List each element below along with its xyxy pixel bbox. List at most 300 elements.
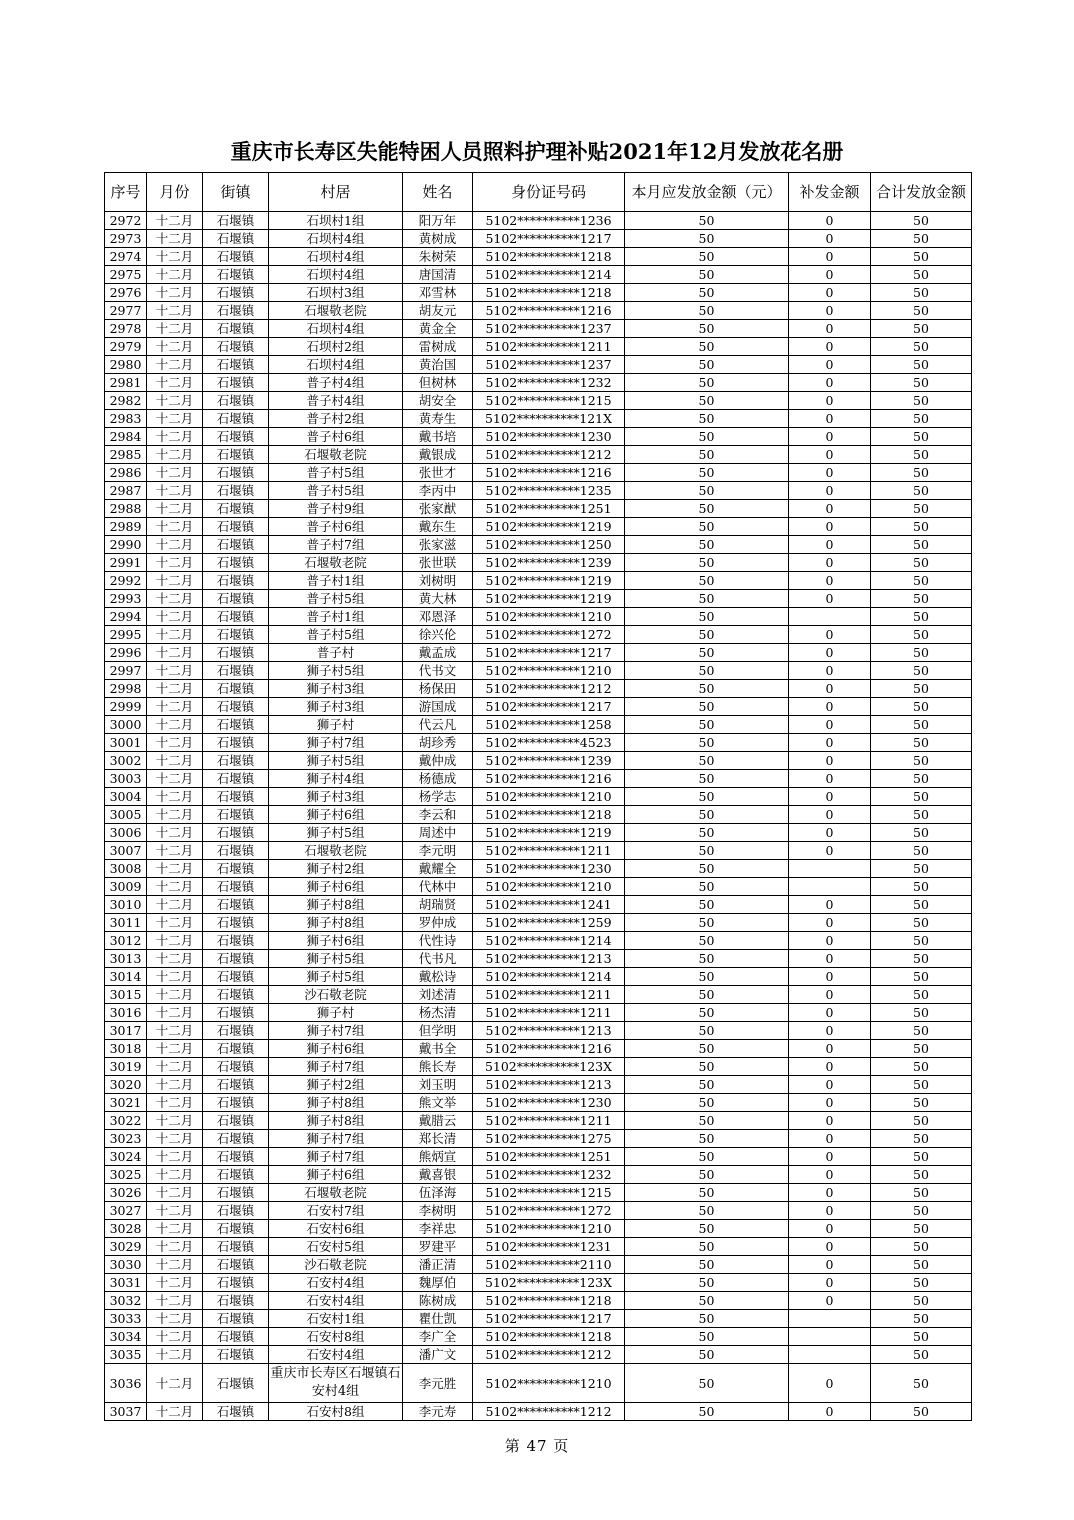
cell-name: 戴书培 — [403, 428, 473, 446]
cell-id-number: 5102**********1237 — [473, 356, 625, 374]
cell-total-amount: 50 — [871, 1256, 972, 1274]
cell-village: 狮子村7组 — [269, 1058, 403, 1076]
cell-back-pay: 0 — [789, 284, 871, 302]
cell-serial: 3007 — [105, 842, 147, 860]
table-row — [105, 338, 972, 356]
cell-name: 代书文 — [403, 662, 473, 680]
cell-name: 代云凡 — [403, 716, 473, 734]
cell-name: 唐国清 — [403, 266, 473, 284]
cell-id-number: 5102**********1215 — [473, 392, 625, 410]
cell-id-number: 5102**********1219 — [473, 824, 625, 842]
cell-name: 胡友元 — [403, 302, 473, 320]
cell-back-pay: 0 — [789, 230, 871, 248]
table-row — [105, 1184, 972, 1202]
cell-id-number: 5102**********1218 — [473, 806, 625, 824]
cell-name: 杨杰清 — [403, 1004, 473, 1022]
cell-total-amount: 50 — [871, 356, 972, 374]
cell-serial: 3010 — [105, 896, 147, 914]
cell-village: 沙石敬老院 — [269, 1256, 403, 1274]
cell-village: 普子村9组 — [269, 500, 403, 518]
cell-serial: 2978 — [105, 320, 147, 338]
cell-back-pay: 0 — [789, 212, 871, 230]
cell-monthly-amount: 50 — [625, 626, 789, 644]
cell-town: 石堰镇 — [203, 1022, 269, 1040]
cell-id-number: 5102**********1211 — [473, 986, 625, 1004]
table-row — [105, 896, 972, 914]
cell-town: 石堰镇 — [203, 1364, 269, 1403]
cell-back-pay: 0 — [789, 266, 871, 284]
cell-total-amount: 50 — [871, 266, 972, 284]
table-row — [105, 1058, 972, 1076]
table-row — [105, 788, 972, 806]
cell-monthly-amount: 50 — [625, 1184, 789, 1202]
cell-village: 普子村4组 — [269, 374, 403, 392]
cell-back-pay: 0 — [789, 590, 871, 608]
cell-village: 狮子村2组 — [269, 860, 403, 878]
cell-name: 瞿仕凯 — [403, 1310, 473, 1328]
cell-village: 狮子村5组 — [269, 824, 403, 842]
table-row — [105, 1274, 972, 1292]
cell-serial: 2998 — [105, 680, 147, 698]
cell-back-pay: 0 — [789, 770, 871, 788]
table-row — [105, 1148, 972, 1166]
cell-id-number: 5102**********1212 — [473, 680, 625, 698]
cell-village: 狮子村8组 — [269, 1112, 403, 1130]
cell-id-number: 5102**********1211 — [473, 1004, 625, 1022]
cell-name: 黄金全 — [403, 320, 473, 338]
cell-name: 但树林 — [403, 374, 473, 392]
table-row — [105, 1310, 972, 1328]
cell-village: 普子村5组 — [269, 464, 403, 482]
cell-id-number: 5102**********1217 — [473, 644, 625, 662]
cell-back-pay: 0 — [789, 1058, 871, 1076]
cell-name: 代性诗 — [403, 932, 473, 950]
cell-town: 石堰镇 — [203, 302, 269, 320]
cell-id-number: 5102**********1216 — [473, 1040, 625, 1058]
cell-id-number: 5102**********1237 — [473, 320, 625, 338]
cell-back-pay: 0 — [789, 644, 871, 662]
cell-back-pay: 0 — [789, 1094, 871, 1112]
cell-month: 十二月 — [147, 212, 203, 230]
cell-total-amount: 50 — [871, 824, 972, 842]
cell-total-amount: 50 — [871, 392, 972, 410]
table-header-row — [105, 173, 972, 212]
header-monthly-amount: 本月应发放金额（元） — [625, 173, 789, 212]
cell-month: 十二月 — [147, 500, 203, 518]
cell-serial: 3025 — [105, 1166, 147, 1184]
cell-town: 石堰镇 — [203, 842, 269, 860]
cell-total-amount: 50 — [871, 1076, 972, 1094]
cell-monthly-amount: 50 — [625, 248, 789, 266]
cell-serial: 2976 — [105, 284, 147, 302]
cell-town: 石堰镇 — [203, 536, 269, 554]
cell-back-pay: 0 — [789, 302, 871, 320]
table-row — [105, 968, 972, 986]
cell-monthly-amount: 50 — [625, 1130, 789, 1148]
cell-name: 戴孟成 — [403, 644, 473, 662]
cell-village: 普子村6组 — [269, 518, 403, 536]
cell-total-amount: 50 — [871, 1346, 972, 1364]
cell-id-number: 5102**********1251 — [473, 1148, 625, 1166]
cell-serial: 2982 — [105, 392, 147, 410]
cell-back-pay: 0 — [789, 536, 871, 554]
cell-monthly-amount: 50 — [625, 1040, 789, 1058]
cell-total-amount: 50 — [871, 1166, 972, 1184]
cell-serial: 3002 — [105, 752, 147, 770]
cell-back-pay: 0 — [789, 482, 871, 500]
cell-town: 石堰镇 — [203, 392, 269, 410]
cell-month: 十二月 — [147, 1184, 203, 1202]
cell-serial: 2973 — [105, 230, 147, 248]
header-village: 村居 — [269, 173, 403, 212]
cell-serial: 2997 — [105, 662, 147, 680]
cell-serial: 2983 — [105, 410, 147, 428]
table-row — [105, 1328, 972, 1346]
cell-name: 黄树成 — [403, 230, 473, 248]
cell-monthly-amount: 50 — [625, 302, 789, 320]
cell-town: 石堰镇 — [203, 1058, 269, 1076]
cell-id-number: 5102**********1211 — [473, 1112, 625, 1130]
cell-month: 十二月 — [147, 590, 203, 608]
cell-town: 石堰镇 — [203, 986, 269, 1004]
cell-month: 十二月 — [147, 356, 203, 374]
cell-name: 徐兴伦 — [403, 626, 473, 644]
cell-month: 十二月 — [147, 1004, 203, 1022]
cell-name: 刘述清 — [403, 986, 473, 1004]
cell-id-number: 5102**********1218 — [473, 284, 625, 302]
cell-month: 十二月 — [147, 608, 203, 626]
cell-back-pay: 0 — [789, 716, 871, 734]
cell-month: 十二月 — [147, 464, 203, 482]
cell-total-amount: 50 — [871, 1274, 972, 1292]
cell-month: 十二月 — [147, 248, 203, 266]
cell-monthly-amount: 50 — [625, 824, 789, 842]
table-row — [105, 1040, 972, 1058]
cell-month: 十二月 — [147, 950, 203, 968]
cell-town: 石堰镇 — [203, 662, 269, 680]
cell-id-number: 5102**********1230 — [473, 1094, 625, 1112]
cell-name: 戴腊云 — [403, 1112, 473, 1130]
cell-town: 石堰镇 — [203, 1094, 269, 1112]
cell-total-amount: 50 — [871, 698, 972, 716]
cell-back-pay: 0 — [789, 1256, 871, 1274]
cell-town: 石堰镇 — [203, 896, 269, 914]
cell-id-number: 5102**********1210 — [473, 878, 625, 896]
cell-month: 十二月 — [147, 752, 203, 770]
table-row — [105, 734, 972, 752]
cell-total-amount: 50 — [871, 878, 972, 896]
cell-town: 石堰镇 — [203, 788, 269, 806]
cell-name: 熊炳宣 — [403, 1148, 473, 1166]
table-row — [105, 572, 972, 590]
cell-village: 狮子村6组 — [269, 932, 403, 950]
cell-month: 十二月 — [147, 482, 203, 500]
cell-name: 熊长寿 — [403, 1058, 473, 1076]
cell-town: 石堰镇 — [203, 950, 269, 968]
table-row — [105, 266, 972, 284]
cell-back-pay: 0 — [789, 1004, 871, 1022]
header-town: 街镇 — [203, 173, 269, 212]
cell-serial: 2990 — [105, 536, 147, 554]
cell-serial: 2977 — [105, 302, 147, 320]
cell-village: 狮子村6组 — [269, 878, 403, 896]
cell-name: 张世联 — [403, 554, 473, 572]
cell-back-pay — [789, 1328, 871, 1346]
cell-id-number: 5102**********123X — [473, 1058, 625, 1076]
cell-town: 石堰镇 — [203, 878, 269, 896]
cell-back-pay: 0 — [789, 932, 871, 950]
cell-back-pay: 0 — [789, 1166, 871, 1184]
table-row — [105, 1112, 972, 1130]
table-row — [105, 284, 972, 302]
cell-month: 十二月 — [147, 1292, 203, 1310]
cell-month: 十二月 — [147, 842, 203, 860]
cell-name: 杨学志 — [403, 788, 473, 806]
cell-back-pay: 0 — [789, 554, 871, 572]
cell-village: 石坝村4组 — [269, 230, 403, 248]
cell-name: 周述中 — [403, 824, 473, 842]
cell-monthly-amount: 50 — [625, 392, 789, 410]
cell-id-number: 5102**********1216 — [473, 464, 625, 482]
cell-total-amount: 50 — [871, 446, 972, 464]
cell-village: 石安村4组 — [269, 1346, 403, 1364]
cell-serial: 3028 — [105, 1220, 147, 1238]
cell-name: 胡珍秀 — [403, 734, 473, 752]
cell-monthly-amount: 50 — [625, 1274, 789, 1292]
cell-total-amount: 50 — [871, 590, 972, 608]
table-row — [105, 302, 972, 320]
table-row — [105, 1094, 972, 1112]
cell-town: 石堰镇 — [203, 1292, 269, 1310]
cell-back-pay: 0 — [789, 248, 871, 266]
cell-monthly-amount: 50 — [625, 968, 789, 986]
cell-town: 石堰镇 — [203, 752, 269, 770]
cell-town: 石堰镇 — [203, 266, 269, 284]
cell-back-pay: 0 — [789, 1022, 871, 1040]
cell-month: 十二月 — [147, 320, 203, 338]
cell-town: 石堰镇 — [203, 1076, 269, 1094]
cell-town: 石堰镇 — [203, 230, 269, 248]
cell-village: 石坝村1组 — [269, 212, 403, 230]
cell-total-amount: 50 — [871, 230, 972, 248]
cell-monthly-amount: 50 — [625, 572, 789, 590]
cell-village: 狮子村5组 — [269, 752, 403, 770]
table-row — [105, 950, 972, 968]
cell-total-amount: 50 — [871, 320, 972, 338]
cell-serial: 3035 — [105, 1346, 147, 1364]
cell-serial: 3008 — [105, 860, 147, 878]
cell-total-amount: 50 — [871, 752, 972, 770]
table-row — [105, 1166, 972, 1184]
cell-village: 狮子村7组 — [269, 1130, 403, 1148]
cell-serial: 3013 — [105, 950, 147, 968]
table-row — [105, 770, 972, 788]
cell-month: 十二月 — [147, 1346, 203, 1364]
cell-name: 李元胜 — [403, 1364, 473, 1403]
cell-monthly-amount: 50 — [625, 860, 789, 878]
cell-town: 石堰镇 — [203, 1040, 269, 1058]
cell-monthly-amount: 50 — [625, 1094, 789, 1112]
cell-village: 狮子村 — [269, 1004, 403, 1022]
cell-id-number: 5102**********1241 — [473, 896, 625, 914]
cell-town: 石堰镇 — [203, 320, 269, 338]
cell-monthly-amount: 50 — [625, 1148, 789, 1166]
cell-monthly-amount: 50 — [625, 1256, 789, 1274]
cell-serial: 2996 — [105, 644, 147, 662]
cell-id-number: 5102**********1218 — [473, 1328, 625, 1346]
cell-village: 石坝村4组 — [269, 248, 403, 266]
cell-town: 石堰镇 — [203, 1130, 269, 1148]
cell-month: 十二月 — [147, 1130, 203, 1148]
cell-serial: 3003 — [105, 770, 147, 788]
table-row — [105, 464, 972, 482]
cell-town: 石堰镇 — [203, 572, 269, 590]
cell-total-amount: 50 — [871, 212, 972, 230]
cell-id-number: 5102**********1210 — [473, 608, 625, 626]
cell-month: 十二月 — [147, 698, 203, 716]
cell-total-amount: 50 — [871, 554, 972, 572]
cell-village: 狮子村8组 — [269, 1094, 403, 1112]
table-row — [105, 410, 972, 428]
cell-serial: 3005 — [105, 806, 147, 824]
cell-back-pay: 0 — [789, 734, 871, 752]
cell-serial: 3030 — [105, 1256, 147, 1274]
cell-total-amount: 50 — [871, 1328, 972, 1346]
cell-village: 重庆市长寿区石堰镇石安村4组 — [269, 1364, 403, 1403]
cell-back-pay: 0 — [789, 1238, 871, 1256]
cell-serial: 2985 — [105, 446, 147, 464]
cell-month: 十二月 — [147, 1148, 203, 1166]
table-row — [105, 446, 972, 464]
cell-town: 石堰镇 — [203, 500, 269, 518]
cell-total-amount: 50 — [871, 1310, 972, 1328]
cell-name: 戴书全 — [403, 1040, 473, 1058]
cell-back-pay: 0 — [789, 1364, 871, 1403]
cell-town: 石堰镇 — [203, 284, 269, 302]
cell-name: 代林中 — [403, 878, 473, 896]
table-row — [105, 860, 972, 878]
header-total-amount: 合计发放金额 — [871, 173, 972, 212]
cell-name: 潘正清 — [403, 1256, 473, 1274]
cell-total-amount: 50 — [871, 302, 972, 320]
cell-id-number: 5102**********1230 — [473, 860, 625, 878]
cell-monthly-amount: 50 — [625, 1058, 789, 1076]
cell-back-pay: 0 — [789, 518, 871, 536]
cell-total-amount: 50 — [871, 1004, 972, 1022]
cell-total-amount: 50 — [871, 1184, 972, 1202]
cell-month: 十二月 — [147, 518, 203, 536]
cell-back-pay: 0 — [789, 1130, 871, 1148]
cell-village: 石安村5组 — [269, 1238, 403, 1256]
cell-village: 普子村2组 — [269, 410, 403, 428]
cell-monthly-amount: 50 — [625, 320, 789, 338]
cell-monthly-amount: 50 — [625, 1310, 789, 1328]
cell-name: 刘玉明 — [403, 1076, 473, 1094]
cell-monthly-amount: 50 — [625, 1022, 789, 1040]
cell-month: 十二月 — [147, 1022, 203, 1040]
cell-monthly-amount: 50 — [625, 752, 789, 770]
cell-village: 狮子村8组 — [269, 896, 403, 914]
cell-id-number: 5102**********1210 — [473, 662, 625, 680]
cell-id-number: 5102**********1210 — [473, 1220, 625, 1238]
cell-serial: 2999 — [105, 698, 147, 716]
cell-id-number: 5102**********1218 — [473, 248, 625, 266]
cell-village: 狮子村5组 — [269, 950, 403, 968]
cell-month: 十二月 — [147, 1202, 203, 1220]
cell-serial: 3004 — [105, 788, 147, 806]
table-row — [105, 554, 972, 572]
cell-serial: 2980 — [105, 356, 147, 374]
cell-name: 熊文举 — [403, 1094, 473, 1112]
cell-month: 十二月 — [147, 536, 203, 554]
cell-village: 普子村7组 — [269, 536, 403, 554]
cell-id-number: 5102**********1275 — [473, 1130, 625, 1148]
cell-serial: 3033 — [105, 1310, 147, 1328]
cell-back-pay: 0 — [789, 500, 871, 518]
cell-month: 十二月 — [147, 1364, 203, 1403]
cell-month: 十二月 — [147, 878, 203, 896]
table-row — [105, 752, 972, 770]
cell-town: 石堰镇 — [203, 410, 269, 428]
cell-monthly-amount: 50 — [625, 734, 789, 752]
cell-monthly-amount: 50 — [625, 410, 789, 428]
cell-month: 十二月 — [147, 374, 203, 392]
table-row — [105, 1364, 972, 1403]
cell-id-number: 5102**********1258 — [473, 716, 625, 734]
table-row — [105, 230, 972, 248]
table-row — [105, 1292, 972, 1310]
cell-town: 石堰镇 — [203, 608, 269, 626]
cell-monthly-amount: 50 — [625, 500, 789, 518]
cell-village: 普子村6组 — [269, 428, 403, 446]
table-row — [105, 662, 972, 680]
cell-name: 胡瑞贤 — [403, 896, 473, 914]
table-row — [105, 644, 972, 662]
cell-name: 张世才 — [403, 464, 473, 482]
cell-name: 黄大林 — [403, 590, 473, 608]
table-row — [105, 824, 972, 842]
cell-town: 石堰镇 — [203, 1403, 269, 1421]
cell-town: 石堰镇 — [203, 824, 269, 842]
cell-name: 李广全 — [403, 1328, 473, 1346]
cell-total-amount: 50 — [871, 860, 972, 878]
cell-town: 石堰镇 — [203, 860, 269, 878]
cell-name: 张家滋 — [403, 536, 473, 554]
table-row — [105, 428, 972, 446]
cell-name: 李丙中 — [403, 482, 473, 500]
cell-monthly-amount: 50 — [625, 1112, 789, 1130]
cell-village: 石堰敬老院 — [269, 446, 403, 464]
cell-monthly-amount: 50 — [625, 1364, 789, 1403]
table-row — [105, 1202, 972, 1220]
cell-serial: 2979 — [105, 338, 147, 356]
cell-back-pay: 0 — [789, 392, 871, 410]
cell-village: 石安村6组 — [269, 1220, 403, 1238]
cell-village: 狮子村6组 — [269, 1166, 403, 1184]
table-row — [105, 878, 972, 896]
cell-back-pay: 0 — [789, 698, 871, 716]
cell-back-pay — [789, 1346, 871, 1364]
table-row — [105, 374, 972, 392]
cell-monthly-amount: 50 — [625, 1220, 789, 1238]
cell-total-amount: 50 — [871, 284, 972, 302]
cell-serial: 2981 — [105, 374, 147, 392]
cell-village: 石堰敬老院 — [269, 554, 403, 572]
cell-town: 石堰镇 — [203, 680, 269, 698]
cell-id-number: 5102**********1232 — [473, 1166, 625, 1184]
cell-month: 十二月 — [147, 626, 203, 644]
cell-serial: 2991 — [105, 554, 147, 572]
